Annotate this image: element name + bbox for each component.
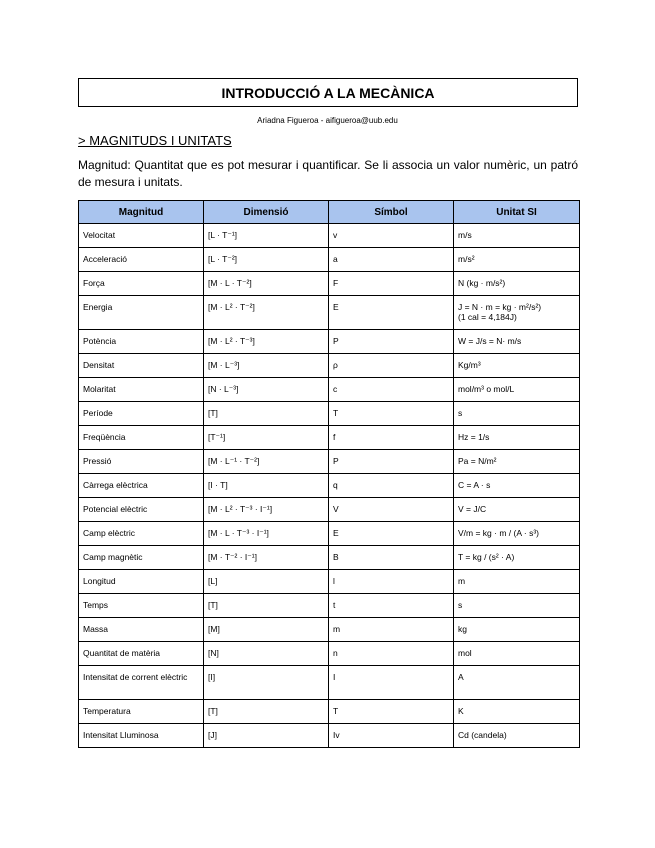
cell-simbol: E bbox=[329, 522, 454, 546]
cell-dimensio: [M] bbox=[204, 618, 329, 642]
cell-dimensio: [M · T⁻² · I⁻¹] bbox=[204, 546, 329, 570]
cell-simbol: V bbox=[329, 498, 454, 522]
table-row bbox=[79, 402, 580, 426]
table-row bbox=[79, 546, 580, 570]
cell-dimensio: [M · L² · T⁻³] bbox=[204, 330, 329, 354]
cell-magnitud: Freqüència bbox=[79, 426, 204, 450]
cell-dimensio: [M · L · T⁻³ · I⁻¹] bbox=[204, 522, 329, 546]
unit-value: m/s bbox=[458, 230, 472, 240]
table-row bbox=[79, 666, 580, 700]
cell-magnitud: Densitat bbox=[79, 354, 204, 378]
cell-dimensio: [L] bbox=[204, 570, 329, 594]
cell-magnitud: Velocitat bbox=[79, 224, 204, 248]
table-row bbox=[79, 224, 580, 248]
unit-value: Kg/m³ bbox=[458, 360, 481, 370]
cell-unitat-si bbox=[454, 450, 580, 474]
unit-value: Hz = 1/s bbox=[458, 432, 490, 442]
cell-simbol: ρ bbox=[329, 354, 454, 378]
table-row bbox=[79, 522, 580, 546]
unit-value: C = A · s bbox=[458, 480, 491, 490]
cell-simbol: T bbox=[329, 700, 454, 724]
cell-simbol: P bbox=[329, 450, 454, 474]
unit-value: N (kg · m/s²) bbox=[458, 278, 506, 288]
unit-value: V = J/C bbox=[458, 504, 487, 514]
cell-simbol: F bbox=[329, 272, 454, 296]
cell-dimensio: [M · L⁻¹ · T⁻²] bbox=[204, 450, 329, 474]
cell-dimensio: [T] bbox=[204, 700, 329, 724]
unit-value: K bbox=[458, 706, 464, 716]
cell-magnitud: Potència bbox=[79, 330, 204, 354]
cell-dimensio: [L · T⁻²] bbox=[204, 248, 329, 272]
cell-magnitud: Acceleració bbox=[79, 248, 204, 272]
cell-unitat-si bbox=[454, 248, 580, 272]
table-row bbox=[79, 618, 580, 642]
cell-unitat-si bbox=[454, 296, 580, 330]
header-unitat-si: Unitat SI bbox=[454, 201, 580, 224]
cell-simbol: Iv bbox=[329, 724, 454, 748]
header-dimensio: Dimensió bbox=[204, 201, 329, 224]
unit-value: Pa = N/m² bbox=[458, 456, 497, 466]
intro-paragraph: Magnitud: Quantitat que es pot mesurar i quantificar. Se li associa un valor numèric, un patró de mesura i unitats. bbox=[78, 158, 578, 189]
cell-unitat-si bbox=[454, 378, 580, 402]
cell-unitat-si bbox=[454, 330, 580, 354]
unit-value: s bbox=[458, 408, 463, 418]
cell-simbol: B bbox=[329, 546, 454, 570]
cell-magnitud: Període bbox=[79, 402, 204, 426]
cell-simbol: m bbox=[329, 618, 454, 642]
table-row bbox=[79, 474, 580, 498]
cell-magnitud: Potencial elèctric bbox=[79, 498, 204, 522]
magnitudes-table bbox=[78, 200, 580, 748]
unit-value: m/s² bbox=[458, 254, 475, 264]
table-row bbox=[79, 450, 580, 474]
cell-magnitud: Intensitat de corrent elèctric bbox=[79, 666, 204, 700]
unit-value: kg bbox=[458, 624, 467, 634]
unit-value: mol bbox=[458, 648, 472, 658]
cell-magnitud: Molaritat bbox=[79, 378, 204, 402]
table-row bbox=[79, 378, 580, 402]
cell-unitat-si bbox=[454, 618, 580, 642]
cell-simbol: f bbox=[329, 426, 454, 450]
unit-note: (1 cal = 4,184J) bbox=[458, 312, 517, 322]
cell-dimensio: [L · T⁻¹] bbox=[204, 224, 329, 248]
section-heading: > MAGNITUDS I UNITATS bbox=[78, 133, 232, 148]
table-row bbox=[79, 248, 580, 272]
cell-simbol: c bbox=[329, 378, 454, 402]
cell-magnitud: Camp magnètic bbox=[79, 546, 204, 570]
cell-unitat-si bbox=[454, 522, 580, 546]
cell-dimensio: [M · L⁻³] bbox=[204, 354, 329, 378]
table-row bbox=[79, 330, 580, 354]
table-row bbox=[79, 724, 580, 748]
unit-value: W = J/s = N· m/s bbox=[458, 336, 522, 346]
cell-unitat-si bbox=[454, 498, 580, 522]
cell-dimensio: [J] bbox=[204, 724, 329, 748]
cell-magnitud: Pressió bbox=[79, 450, 204, 474]
document-title: INTRODUCCIÓ A LA MECÀNICA bbox=[221, 84, 435, 101]
cell-unitat-si bbox=[454, 224, 580, 248]
cell-dimensio: [N · L⁻³] bbox=[204, 378, 329, 402]
table-row bbox=[79, 498, 580, 522]
unit-value: V/m = kg · m / (A · s³) bbox=[458, 528, 539, 538]
table-row bbox=[79, 354, 580, 378]
table-row bbox=[79, 272, 580, 296]
cell-unitat-si bbox=[454, 402, 580, 426]
cell-simbol: v bbox=[329, 224, 454, 248]
header-magnitud: Magnitud bbox=[79, 201, 204, 224]
cell-simbol: I bbox=[329, 666, 454, 700]
author-line: Ariadna Figueroa - aifigueroa@uub.edu bbox=[257, 116, 398, 125]
cell-dimensio: [M · L² · T⁻²] bbox=[204, 296, 329, 330]
cell-magnitud: Temperatura bbox=[79, 700, 204, 724]
unit-value: J = N · m = kg · m²/s²) bbox=[458, 302, 542, 312]
cell-dimensio: [N] bbox=[204, 642, 329, 666]
cell-simbol: l bbox=[329, 570, 454, 594]
unit-value: mol/m³ o mol/L bbox=[458, 384, 515, 394]
cell-simbol: q bbox=[329, 474, 454, 498]
cell-dimensio: [M · L · T⁻²] bbox=[204, 272, 329, 296]
cell-magnitud: Temps bbox=[79, 594, 204, 618]
table-row bbox=[79, 296, 580, 330]
table-row bbox=[79, 594, 580, 618]
cell-dimensio: [M · L² · T⁻³ · I⁻¹] bbox=[204, 498, 329, 522]
cell-dimensio: [I · T] bbox=[204, 474, 329, 498]
cell-magnitud: Longitud bbox=[79, 570, 204, 594]
unit-value: s bbox=[458, 600, 463, 610]
cell-magnitud: Camp elèctric bbox=[79, 522, 204, 546]
cell-dimensio: [T] bbox=[204, 594, 329, 618]
cell-unitat-si bbox=[454, 594, 580, 618]
cell-unitat-si bbox=[454, 666, 580, 700]
cell-simbol: t bbox=[329, 594, 454, 618]
cell-simbol: T bbox=[329, 402, 454, 426]
unit-value: T = kg / (s² · A) bbox=[458, 552, 515, 562]
cell-magnitud: Càrrega elèctrica bbox=[79, 474, 204, 498]
cell-unitat-si bbox=[454, 426, 580, 450]
cell-magnitud: Intensitat Lluminosa bbox=[79, 724, 204, 748]
cell-unitat-si bbox=[454, 570, 580, 594]
unit-value: m bbox=[458, 576, 466, 586]
cell-unitat-si bbox=[454, 724, 580, 748]
cell-magnitud: Quantitat de matèria bbox=[79, 642, 204, 666]
cell-unitat-si bbox=[454, 700, 580, 724]
cell-simbol: n bbox=[329, 642, 454, 666]
cell-magnitud: Energia bbox=[79, 296, 204, 330]
cell-simbol: E bbox=[329, 296, 454, 330]
cell-dimensio: [I] bbox=[204, 666, 329, 700]
cell-dimensio: [T⁻¹] bbox=[204, 426, 329, 450]
table-row bbox=[79, 426, 580, 450]
cell-magnitud: Força bbox=[79, 272, 204, 296]
table-row bbox=[79, 700, 580, 724]
cell-unitat-si bbox=[454, 354, 580, 378]
table-row bbox=[79, 570, 580, 594]
cell-unitat-si bbox=[454, 642, 580, 666]
table-row bbox=[79, 642, 580, 666]
unit-value: A bbox=[458, 672, 464, 682]
cell-unitat-si bbox=[454, 546, 580, 570]
cell-unitat-si bbox=[454, 272, 580, 296]
cell-magnitud: Massa bbox=[79, 618, 204, 642]
document-title-box bbox=[78, 78, 578, 107]
cell-dimensio: [T] bbox=[204, 402, 329, 426]
cell-unitat-si bbox=[454, 474, 580, 498]
cell-simbol: P bbox=[329, 330, 454, 354]
cell-simbol: a bbox=[329, 248, 454, 272]
unit-value: Cd (candela) bbox=[458, 730, 507, 740]
table-body bbox=[79, 224, 580, 748]
header-simbol: Símbol bbox=[329, 201, 454, 224]
table-header-row bbox=[79, 201, 580, 224]
